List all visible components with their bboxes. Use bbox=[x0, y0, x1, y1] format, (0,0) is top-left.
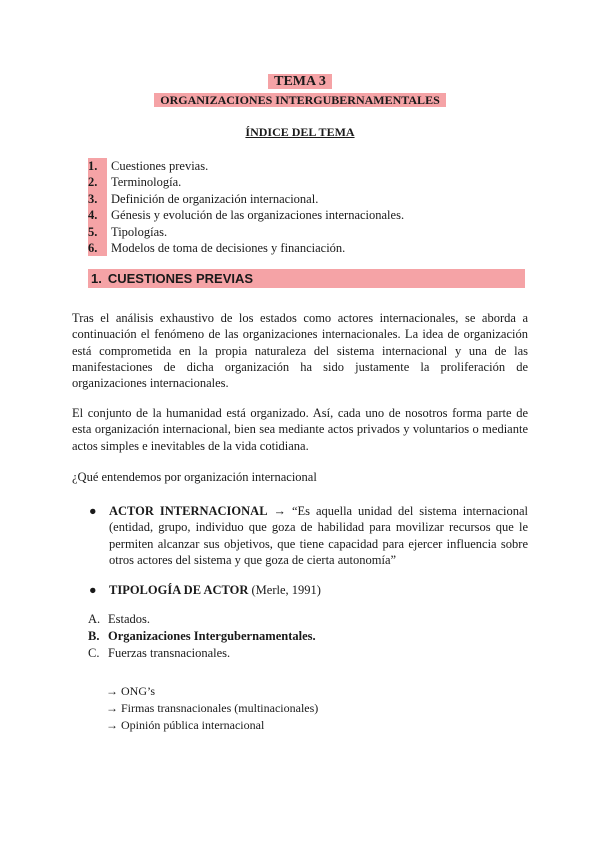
toc-item: 5. Tipologías. bbox=[88, 224, 168, 239]
paragraph-intro: Tras el análisis exhaustivo de los estados como actores internacionales, se aborda a continuación el fenómeno de las organizaciones internacionales. La idea de organización está comprometida en la propia naturaleza del sistema internacional y una de las manifestaciones de dicha organización ha sido justamente la proliferación de organizaciones internacionales. bbox=[72, 311, 528, 391]
list-item: C. Fuerzas transnacionales. bbox=[88, 646, 231, 660]
page-title: TEMA 3 bbox=[0, 73, 600, 90]
toc-item: 2. Terminología. bbox=[88, 175, 182, 190]
section-heading: 1. CUESTIONES PREVIAS bbox=[88, 269, 525, 288]
bullet-tipologia: ● TIPOLOGÍA DE ACTOR (Merle, 1991) bbox=[89, 583, 321, 597]
bullet-dot: ● bbox=[89, 504, 97, 518]
page-subtitle: ORGANIZACIONES INTERGUBERNAMENTALES bbox=[0, 93, 600, 108]
list-item: → Firmas transnacionales (multinacionales) bbox=[106, 701, 319, 715]
actor-types-list bbox=[88, 611, 316, 662]
paragraph-question: ¿Qué entendemos por organización internacional bbox=[72, 470, 317, 484]
bullet-actor: ● ACTOR INTERNACIONAL → “Es aquella unidad del sistema internacional (entidad, grupo, individuo que goza de habilidad para movilizar recursos que le permiten alcanzar sus objetivos, que tiene capacidad para ejercer influencia sobre otros actores del sistema y que goza de cierta autonomía” bbox=[89, 504, 528, 567]
list-item: → Opinión pública internacional bbox=[106, 718, 265, 732]
list-item: → ONG’s bbox=[106, 684, 156, 698]
transnational-forces-list bbox=[106, 683, 318, 734]
list-item: A. Estados. bbox=[88, 612, 151, 626]
index-title: ÍNDICE DEL TEMA bbox=[245, 125, 355, 139]
toc-item: 1. Cuestiones previas. bbox=[88, 159, 209, 173]
table-of-contents bbox=[88, 158, 404, 256]
bullet-dot: ● bbox=[89, 583, 97, 597]
paragraph-humanity: El conjunto de la humanidad está organizado. Así, cada uno de nosotros forma parte de esta organización internacional, bien sea mediante actos privados y voluntarios o mediante actos simples e inevitables de la vida cotidiana. bbox=[72, 406, 528, 453]
list-item: B. Organizaciones Intergubernamentales. bbox=[88, 629, 316, 643]
toc-item: 4. Génesis y evolución de las organizaciones internacionales. bbox=[88, 208, 405, 223]
toc-item: 6. Modelos de toma de decisiones y financiación. bbox=[88, 240, 346, 255]
toc-item: 3. Definición de organización internacional. bbox=[88, 191, 319, 206]
